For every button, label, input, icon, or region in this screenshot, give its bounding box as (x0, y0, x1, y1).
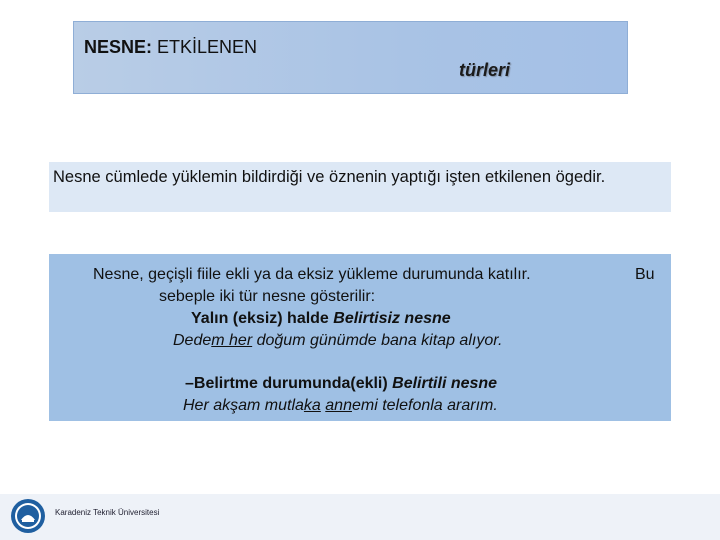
example1-part-b: doğum günümde bana kitap alıyor. (252, 332, 503, 349)
content-line-2: sebeple iki tür nesne gösterilir: (159, 288, 376, 305)
institution-name: Karadeniz Teknik Üniversitesi (55, 508, 160, 517)
line5-italic: Belirtili nesne (392, 375, 498, 392)
example-sentence-2 (183, 397, 498, 415)
line5-prefix: –Belirtme durumunda(ekli) (185, 375, 393, 392)
content-line-1: Nesne, geçişli fiile ekli ya da eksiz yükleme durumunda katılır. (93, 266, 531, 283)
definition-box (49, 162, 671, 212)
example1-underlined: m her (211, 332, 253, 349)
title-box (73, 21, 628, 94)
footer (0, 494, 720, 540)
content-box (49, 254, 671, 421)
content-line-5 (185, 375, 497, 393)
example2-part-b: emi telefonla ararım. (351, 397, 498, 414)
slide-title (84, 37, 257, 58)
title-subtitle: türleri (459, 60, 511, 80)
title-bold: NESNE: (84, 37, 153, 57)
example2-underlined-2: ann (325, 397, 352, 414)
line3-prefix: Yalın (eksiz) halde (191, 310, 334, 327)
example1-part-a: Dede (173, 332, 212, 349)
line3-italic: Belirtisiz nesne (333, 310, 451, 327)
definition-text: Nesne cümlede yüklemin bildirdiği ve öznenin yaptığı işten etkilenen ögedir. (53, 168, 606, 186)
content-line-1-right: Bu (635, 266, 655, 283)
content-line-3 (191, 310, 451, 328)
example2-part-a: Her akşam mutla (183, 397, 304, 414)
university-logo-icon (10, 498, 46, 534)
example2-underlined-1: ka (303, 397, 321, 414)
example-sentence-1 (173, 332, 502, 350)
title-rest: ETKİLENEN (152, 37, 258, 57)
